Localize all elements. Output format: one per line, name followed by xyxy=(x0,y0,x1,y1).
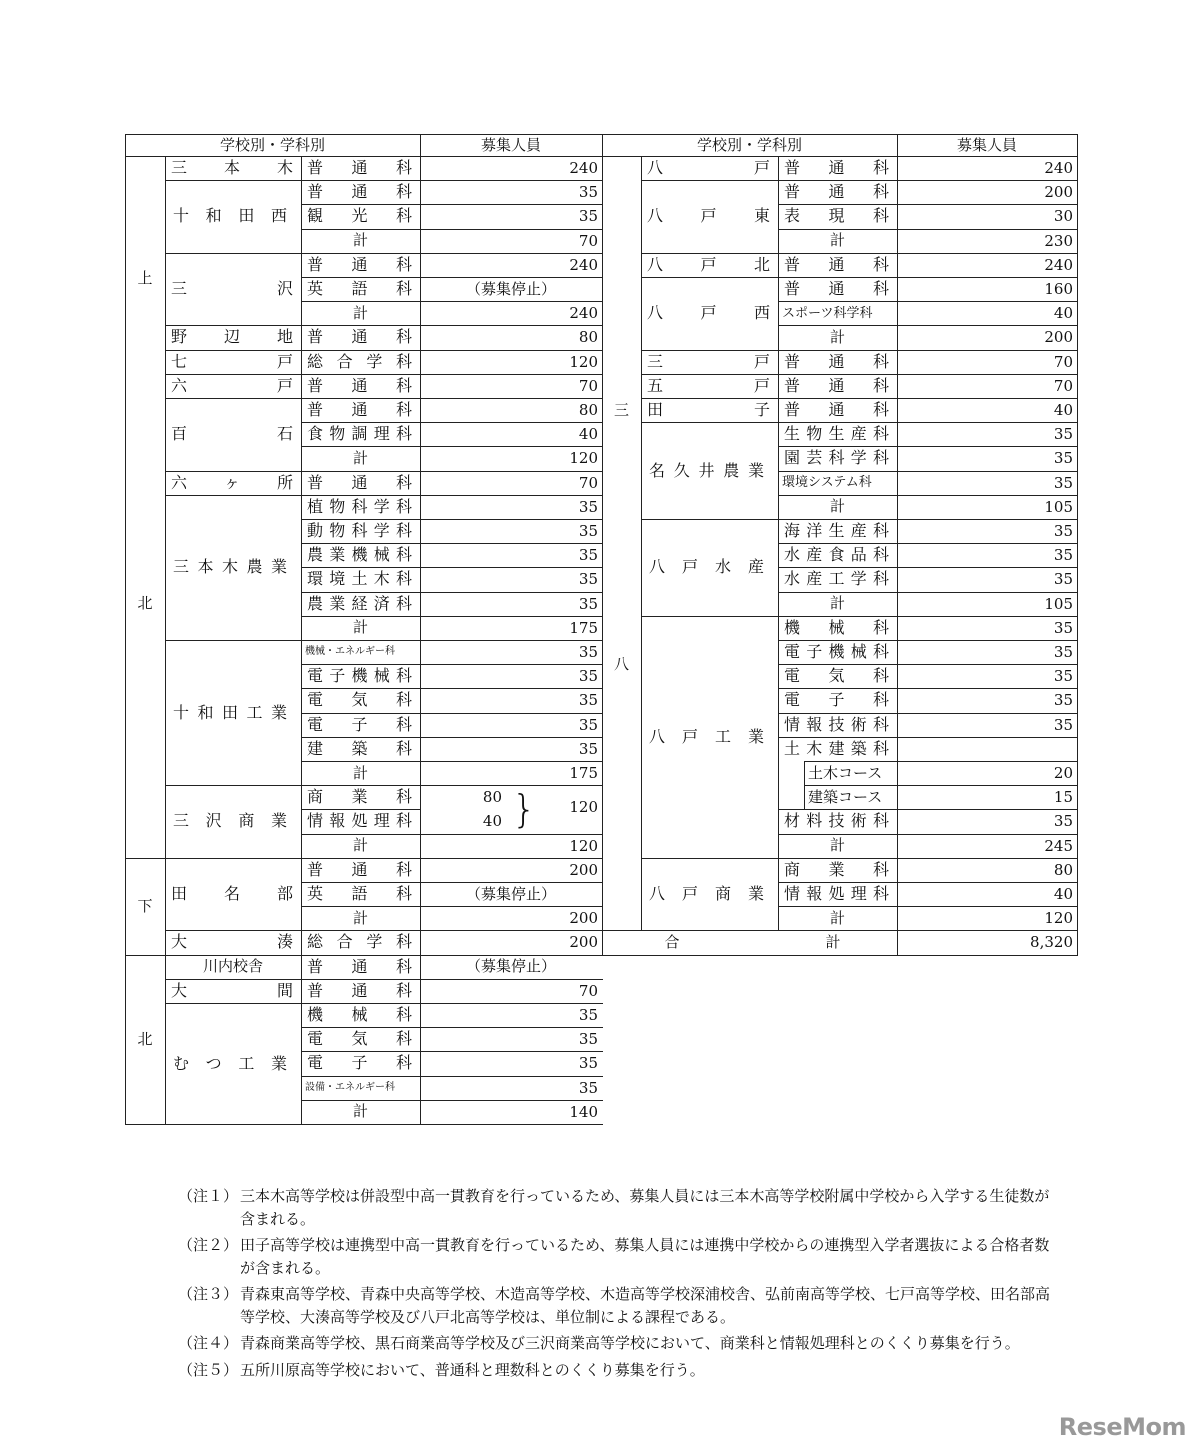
school-label: 川内校舎 xyxy=(202,957,263,976)
subtotal-label: 計 xyxy=(352,231,368,250)
dept-label: 普 通 科 xyxy=(307,400,412,420)
subtotal-label: 計 xyxy=(352,1102,368,1121)
count-value: 35 xyxy=(578,183,598,202)
school-label: 六 戸 xyxy=(171,375,293,395)
dept-label: 普 通 科 xyxy=(784,351,889,371)
count-value: 8,320 xyxy=(1030,933,1073,952)
count-value: 40 xyxy=(1053,401,1073,419)
count-value: 200 xyxy=(569,909,598,928)
table-rule xyxy=(1077,134,1078,956)
count-value: 35 xyxy=(1053,715,1073,734)
region-label: 下 xyxy=(137,896,153,915)
count-value: 35 xyxy=(578,739,598,758)
subtotal-label: 計 xyxy=(829,327,845,346)
count-value: 80 xyxy=(1053,860,1073,879)
school-label: 名 久 井 農 業 xyxy=(649,460,764,480)
count-value: 35 xyxy=(1053,473,1073,492)
dept-label: 建築コース xyxy=(808,787,883,806)
dept-label: 電 子 機 械 科 xyxy=(784,642,889,662)
dept-label: 機械・エネルギー科 xyxy=(305,646,395,658)
count-value: 200 xyxy=(569,860,598,879)
count-value: 200 xyxy=(569,933,598,952)
subtotal-label: 計 xyxy=(829,231,845,250)
dept-label: 商 業 科 xyxy=(307,787,412,807)
dept-label: 生 物 生 産 科 xyxy=(784,424,889,444)
subtotal-label: 計 xyxy=(829,594,845,613)
count-value: 35 xyxy=(578,691,598,710)
count-value: 35 xyxy=(578,1078,598,1097)
subtotal-label: 計 xyxy=(352,448,368,467)
count-value: 240 xyxy=(569,304,598,323)
count-value: 15 xyxy=(1053,788,1073,807)
school-label: 大 間 xyxy=(171,980,293,1000)
dept-label: 設備・エネルギー科 xyxy=(305,1081,395,1093)
school-label: 三 本 木 xyxy=(171,158,293,178)
count-value: 35 xyxy=(1053,618,1073,637)
count-value: 120 xyxy=(569,836,598,855)
region-label: 三 xyxy=(613,400,629,419)
count-value: 30 xyxy=(1053,207,1073,226)
school-label: 五 戸 xyxy=(647,375,770,395)
dept-label: 電 子 科 xyxy=(307,1053,412,1073)
count-value: 240 xyxy=(1044,159,1073,177)
count-value: 35 xyxy=(578,497,598,516)
header-count: 募集人員 xyxy=(956,135,1017,154)
dept-label: 土 木 建 築 科 xyxy=(784,738,889,758)
school-label: 八 戸 北 xyxy=(647,254,770,274)
region-label: 北 xyxy=(137,1029,153,1048)
school-label: 大 湊 xyxy=(171,932,293,952)
count-value: 200 xyxy=(1044,183,1073,202)
count-value: 35 xyxy=(578,1006,598,1024)
dept-label: 総 合 学 科 xyxy=(307,932,412,952)
dept-label: 園 芸 科 学 科 xyxy=(784,448,889,468)
dept-label: 普 通 科 xyxy=(784,279,889,299)
dept-label: 環境システム科 xyxy=(782,475,872,491)
count-value: 70 xyxy=(1053,352,1073,371)
dept-label: 英 語 科 xyxy=(307,884,412,904)
dept-label: 電 気 科 xyxy=(784,666,889,686)
count-value: 175 xyxy=(569,618,598,637)
count-value: （募集停止） xyxy=(465,957,556,976)
count-value: 70 xyxy=(1053,376,1073,395)
count-value: 35 xyxy=(578,570,598,589)
header-school: 学校別・学科別 xyxy=(219,135,325,154)
count-value: 70 xyxy=(578,981,598,1000)
count-value: 70 xyxy=(578,473,598,492)
school-label: 十 和 田 西 xyxy=(173,206,287,226)
dept-label: 水 産 食 品 科 xyxy=(784,545,889,565)
count-value: 120 xyxy=(1044,909,1073,928)
count-value: 35 xyxy=(1053,667,1073,686)
table-rule xyxy=(641,156,642,931)
dept-label: 観 光 科 xyxy=(307,206,412,226)
dept-label: 海 洋 生 産 科 xyxy=(784,521,889,541)
school-label: 八 戸 工 業 xyxy=(649,726,764,746)
school-label: 十 和 田 工 業 xyxy=(173,702,287,722)
note-4: （注４） 青森商業高等学校、黒石商業高等学校及び三沢商業高等学校において、商業科と情報処理科とのくくり募集を行う。 xyxy=(178,1334,1020,1352)
count-value: 35 xyxy=(578,667,598,686)
school-label: 六 ヶ 所 xyxy=(171,472,293,492)
school-label: 八 戸 西 xyxy=(647,303,770,323)
count-value: 35 xyxy=(1053,522,1073,540)
count-value: 35 xyxy=(1053,425,1073,444)
count-value: 80 xyxy=(578,401,598,419)
dept-label: 情 報 処 理 科 xyxy=(307,811,412,831)
school-label: 三 戸 xyxy=(647,351,770,371)
dept-label: 機 械 科 xyxy=(307,1005,412,1025)
school-label: 三 本 木 農 業 xyxy=(173,557,287,577)
header-school: 学校別・学科別 xyxy=(696,135,802,154)
dept-label: 電 子 科 xyxy=(784,690,889,710)
count-value: 35 xyxy=(1053,546,1073,565)
subtotal-label: 計 xyxy=(829,497,845,516)
dept-label: 植 物 科 学 科 xyxy=(307,496,412,516)
count-value: 80 xyxy=(578,328,598,347)
table-rule xyxy=(778,156,779,931)
school-label: 八 戸 東 xyxy=(647,206,770,226)
count-value: 120 xyxy=(569,352,598,371)
dept-label: 普 通 科 xyxy=(307,472,412,492)
dept-label: 普 通 科 xyxy=(307,956,412,976)
table-rule xyxy=(804,761,805,810)
count-value: 70 xyxy=(578,376,598,395)
dept-label: 情 報 技 術 科 xyxy=(784,714,889,734)
school-label: 田 名 部 xyxy=(171,884,293,904)
resemom-logo: ReseMom xyxy=(1058,1413,1186,1441)
school-label: 八 戸 商 業 xyxy=(649,884,764,904)
dept-label: 普 通 科 xyxy=(784,158,889,178)
dept-label: 普 通 科 xyxy=(307,182,412,202)
count-value: 80 xyxy=(482,788,502,807)
count-value: 230 xyxy=(1044,231,1073,250)
dept-label: 普 通 科 xyxy=(784,400,889,420)
dept-label: 情 報 処 理 科 xyxy=(784,884,889,904)
dept-label: 普 通 科 xyxy=(784,375,889,395)
dept-label: 総 合 学 科 xyxy=(307,351,412,371)
school-label: む つ 工 業 xyxy=(173,1053,287,1073)
dept-label: 普 通 科 xyxy=(307,327,412,347)
note-2: （注２） 田子高等学校は連携型中高一貫教育を行っているため、募集人員には連携中学校からの連携型入学者選抜による合格者数が含まれる。 xyxy=(178,1236,1050,1277)
total-label: 合 xyxy=(664,932,680,951)
dept-label: 普 通 科 xyxy=(307,158,412,178)
dept-label: 環 境 土 木 科 xyxy=(307,569,412,589)
dept-label: 表 現 科 xyxy=(784,206,889,226)
count-value: 40 xyxy=(578,425,598,444)
dept-label: 電 子 科 xyxy=(307,714,412,734)
dept-label: 電 気 科 xyxy=(307,1029,412,1049)
count-value: 35 xyxy=(1053,643,1073,661)
count-value: 140 xyxy=(569,1102,598,1121)
combined-bracket: } xyxy=(512,787,537,832)
count-value: 200 xyxy=(1044,328,1073,347)
region-label: 八 xyxy=(613,654,629,673)
dept-label: 動 物 科 学 科 xyxy=(307,521,412,541)
dept-label: 土木コース xyxy=(808,763,883,782)
dept-label: 水 産 工 学 科 xyxy=(784,569,889,589)
dept-label: 建 築 科 xyxy=(307,738,412,758)
subtotal-label: 計 xyxy=(352,836,368,855)
dept-label: 農 業 機 械 科 xyxy=(307,545,412,565)
count-value: 35 xyxy=(1053,812,1073,831)
school-label: 七 戸 xyxy=(171,351,293,371)
count-value: 35 xyxy=(1053,691,1073,710)
school-label: 八 戸 水 産 xyxy=(649,557,764,577)
header-count: 募集人員 xyxy=(480,135,541,154)
count-value: 240 xyxy=(569,255,598,274)
dept-label: 電 気 科 xyxy=(307,690,412,710)
dept-label: 普 通 科 xyxy=(307,859,412,879)
count-value: 40 xyxy=(1053,885,1073,903)
count-value: （募集停止） xyxy=(465,884,556,903)
school-label: 三 沢 商 業 xyxy=(173,811,287,831)
region-label: 北 xyxy=(137,594,153,613)
dept-label: 普 通 科 xyxy=(784,254,889,274)
school-label: 田 子 xyxy=(647,400,770,420)
note-3: （注３） 青森東高等学校、青森中央高等学校、木造高等学校、木造高等学校深浦校舎、弘前南高等学校、七戸高等学校、田名部高等学校、大湊高等学校及び八戸北高等学校は、単位制による課程である。 xyxy=(178,1285,1051,1326)
count-value: 175 xyxy=(569,764,598,782)
count-value: 240 xyxy=(1044,255,1073,274)
total-label: 計 xyxy=(825,932,841,951)
subtotal-label: 計 xyxy=(829,836,845,855)
count-value: 35 xyxy=(578,522,598,540)
dept-label: 英 語 科 xyxy=(307,279,412,299)
count-value: 105 xyxy=(1044,594,1073,613)
subtotal-label: 計 xyxy=(352,618,368,637)
dept-label: 電 子 機 械 科 xyxy=(307,666,412,686)
count-value: 120 xyxy=(569,449,598,468)
notes xyxy=(178,1185,1058,1385)
count-value: 160 xyxy=(1044,280,1073,298)
school-label: 野 辺 地 xyxy=(171,327,293,347)
dept-label: スポーツ科学科 xyxy=(782,305,873,321)
dept-label: 農 業 経 済 科 xyxy=(307,593,412,613)
count-value: 35 xyxy=(578,594,598,613)
count-value: 35 xyxy=(578,643,598,661)
dept-label: 普 通 科 xyxy=(307,254,412,274)
dept-label: 普 通 科 xyxy=(307,375,412,395)
count-value: 35 xyxy=(578,1054,598,1073)
count-value: 35 xyxy=(578,1030,598,1049)
subtotal-label: 計 xyxy=(352,908,368,927)
count-value: 105 xyxy=(1044,497,1073,516)
count-value: 35 xyxy=(1053,449,1073,468)
note-5: （注５） 五所川原高等学校において、普通科と理数科とのくくり募集を行う。 xyxy=(178,1360,705,1379)
region-label: 上 xyxy=(137,268,153,287)
count-value: 40 xyxy=(482,812,502,831)
count-value: （募集停止） xyxy=(465,279,556,298)
school-label: 八 戸 xyxy=(647,158,770,178)
dept-label: 材 料 技 術 科 xyxy=(784,811,889,831)
subtotal-label: 計 xyxy=(829,908,845,927)
count-value: 70 xyxy=(578,231,598,250)
dept-label: 普 通 科 xyxy=(784,182,889,202)
count-value: 20 xyxy=(1053,764,1073,782)
school-label: 百 石 xyxy=(171,424,293,444)
count-value: 35 xyxy=(578,207,598,226)
dept-label: 機 械 科 xyxy=(784,617,889,637)
table-rule xyxy=(602,134,603,956)
count-value: 240 xyxy=(569,159,598,177)
count-value: 35 xyxy=(578,715,598,734)
dept-label: 商 業 科 xyxy=(784,859,889,879)
count-value: 35 xyxy=(1053,570,1073,589)
combined-count: 120 xyxy=(569,798,598,817)
count-value: 35 xyxy=(578,546,598,565)
dept-label: 普 通 科 xyxy=(307,980,412,1000)
count-value: 245 xyxy=(1044,836,1073,855)
note-1: （注１） 三本木高等学校は併設型中高一貫教育を行っているため、募集人員には三本木高等学校附属中学校から入学する生徒数が含まれる。 xyxy=(178,1187,1050,1228)
subtotal-label: 計 xyxy=(352,303,368,322)
count-value: 40 xyxy=(1053,304,1073,323)
subtotal-label: 計 xyxy=(352,763,368,782)
school-label: 三 沢 xyxy=(171,279,293,299)
dept-label: 食 物 調 理 科 xyxy=(307,424,412,444)
table-rule xyxy=(602,955,1078,956)
